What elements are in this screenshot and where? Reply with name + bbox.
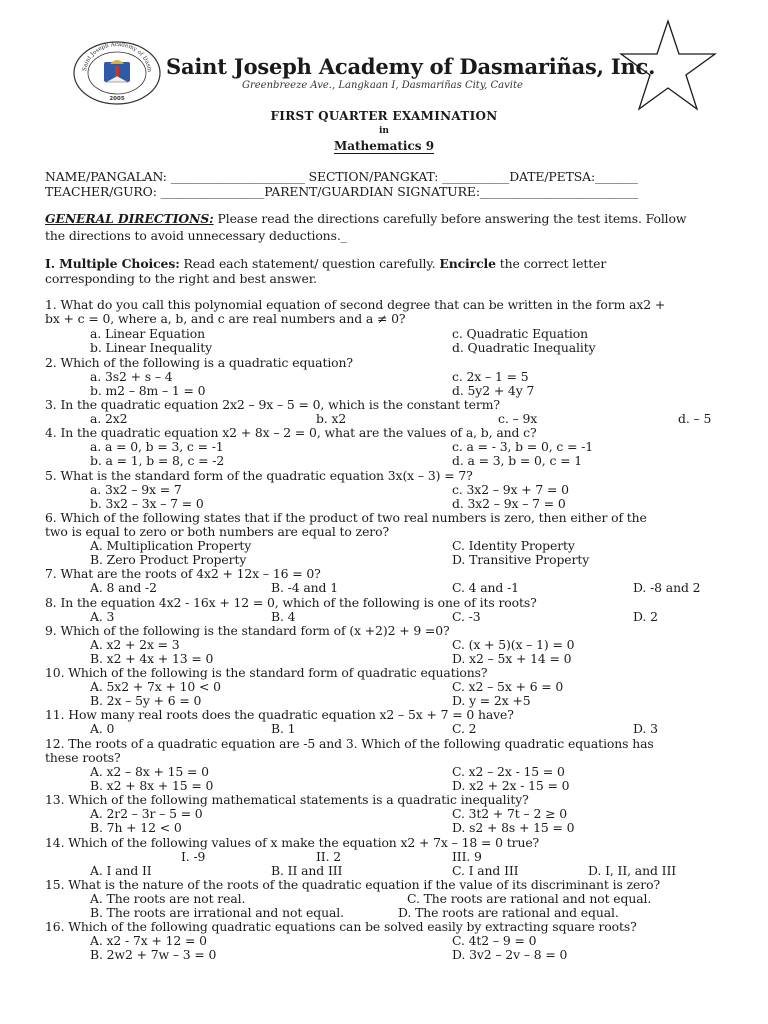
question-text: 4. In the quadratic equation x2 + 8x – 2 = 0, what are the values of a, b, and c?: [45, 425, 537, 440]
answer-choice[interactable]: d. 5y2 + 4y 7: [452, 383, 535, 398]
answer-choice[interactable]: c. Quadratic Equation: [452, 326, 589, 341]
question-text: 13. Which of the following mathematical statements is a quadratic inequality?: [45, 792, 529, 807]
answer-choice[interactable]: A. 0: [90, 721, 115, 736]
answer-choice[interactable]: b. m2 – 8m – 1 = 0: [90, 383, 206, 398]
answer-choice[interactable]: B. 7h + 12 < 0: [90, 820, 182, 835]
answer-choice[interactable]: A. x2 - 7x + 12 = 0: [90, 933, 207, 948]
answer-choice[interactable]: D. The roots are rational and equal.: [398, 905, 619, 920]
question-text: 7. What are the roots of 4x2 + 12x – 16 = 0?: [45, 566, 321, 581]
answer-choice[interactable]: B. II and III: [271, 863, 343, 878]
answer-choice[interactable]: A. 2r2 – 3r – 5 = 0: [90, 806, 203, 821]
answer-choice[interactable]: II. 2: [316, 849, 342, 864]
question-text: 8. In the equation 4x2 - 16x + 12 = 0, which of the following is one of its roots?: [45, 595, 537, 610]
answer-choice[interactable]: b. x2: [316, 411, 347, 426]
answer-choice[interactable]: A. 5x2 + 7x + 10 < 0: [90, 679, 221, 694]
answer-choice[interactable]: d. 3x2 – 9x – 7 = 0: [452, 496, 566, 511]
answer-choice[interactable]: A. The roots are not real.: [90, 891, 246, 906]
answer-choice[interactable]: D. s2 + 8s + 15 = 0: [452, 820, 575, 835]
answer-choice[interactable]: B. 4: [271, 609, 296, 624]
answer-choice[interactable]: D. x2 – 5x + 14 = 0: [452, 651, 572, 666]
school-name: Saint Joseph Academy of Dasmariñas, Inc.: [166, 54, 656, 79]
answer-choice[interactable]: d. a = 3, b = 0, c = 1: [452, 453, 583, 468]
answer-choice[interactable]: b. a = 1, b = 8, c = -2: [90, 453, 225, 468]
answer-choice[interactable]: A. x2 – 8x + 15 = 0: [90, 764, 209, 779]
answer-choice[interactable]: B. 2x – 5y + 6 = 0: [90, 693, 202, 708]
answer-choice[interactable]: A. Multiplication Property: [90, 538, 252, 553]
answer-choice[interactable]: d. Quadratic Inequality: [452, 340, 596, 355]
answer-choice[interactable]: D. Transitive Property: [452, 552, 590, 567]
question-text: 12. The roots of a quadratic equation are -5 and 3. Which of the following quadratic equations has: [45, 736, 654, 751]
exam-in: in: [379, 126, 389, 136]
answer-choice[interactable]: C. (x + 5)(x – 1) = 0: [452, 637, 575, 652]
question-text: 15. What is the nature of the roots of the quadratic equation if the value of its discriminant is zero?: [45, 877, 660, 892]
answer-choice[interactable]: c. – 9x: [498, 411, 538, 426]
question-text: 10. Which of the following is the standard form of quadratic equations?: [45, 665, 488, 680]
answer-choice[interactable]: d. – 5: [678, 411, 712, 426]
question-text: bx + c = 0, where a, b, and c are real numbers and a ≠ 0?: [45, 311, 406, 326]
question-text: 14. Which of the following values of x make the equation x2 + 7x – 18 = 0 true?: [45, 835, 540, 850]
question-text: 11. How many real roots does the quadratic equation x2 – 5x + 7 = 0 have?: [45, 707, 514, 722]
question-text: 5. What is the standard form of the quadratic equation 3x(x – 3) = 7?: [45, 468, 473, 483]
answer-choice[interactable]: D. -8 and 2: [633, 580, 701, 595]
answer-choice[interactable]: D. y = 2x +5: [452, 693, 531, 708]
answer-choice[interactable]: C. 2: [452, 721, 477, 736]
svg-text:2005: 2005: [109, 96, 125, 102]
question-text: 16. Which of the following quadratic equations can be solved easily by extracting square roots?: [45, 919, 637, 934]
answer-choice[interactable]: a. 2x2: [90, 411, 128, 426]
answer-choice[interactable]: a. 3x2 – 9x = 7: [90, 482, 182, 497]
answer-choice[interactable]: III. 9: [452, 849, 482, 864]
name-section-date-field[interactable]: NAME/PANGALAN: ______________________ SECTION/PANGKAT: ___________DATE/PETSA:_______: [45, 169, 638, 184]
answer-choice[interactable]: B. 1: [271, 721, 296, 736]
answer-choice[interactable]: A. x2 + 2x = 3: [90, 637, 180, 652]
answer-choice[interactable]: c. a = - 3, b = 0, c = -1: [452, 439, 594, 454]
answer-choice[interactable]: c. 2x – 1 = 5: [452, 369, 529, 384]
answer-choice[interactable]: b. Linear Inequality: [90, 340, 212, 355]
answer-choice[interactable]: D. 2: [633, 609, 658, 624]
star-icon: [618, 18, 718, 112]
school-seal-logo: [72, 40, 162, 106]
section-one-instructions: I. Multiple Choices: Read each statement/ question carefully. Encircle the correct letter: [45, 256, 607, 271]
answer-choice[interactable]: a. 3s2 + s – 4: [90, 369, 173, 384]
answer-choice[interactable]: D. x2 + 2x - 15 = 0: [452, 778, 570, 793]
answer-choice[interactable]: I. -9: [181, 849, 206, 864]
answer-choice[interactable]: C. x2 – 2x - 15 = 0: [452, 764, 565, 779]
svg-text:Saint Joseph Academy of Dasmar: Saint Joseph Academy of Dasm: [82, 41, 153, 73]
answer-choice[interactable]: C. I and III: [452, 863, 519, 878]
school-address: Greenbreeze Ave., Langkaan I, Dasmariñas City, Cavite: [242, 80, 523, 91]
answer-choice[interactable]: B. The roots are irrational and not equal.: [90, 905, 344, 920]
answer-choice[interactable]: B. x2 + 4x + 13 = 0: [90, 651, 214, 666]
general-directions-cont: the directions to avoid unnecessary deductions._: [45, 228, 347, 243]
question-text: 1. What do you call this polynomial equation of second degree that can be written in the form ax2 +: [45, 297, 666, 312]
question-text: 2. Which of the following is a quadratic equation?: [45, 355, 353, 370]
answer-choice[interactable]: B. Zero Product Property: [90, 552, 247, 567]
question-text: these roots?: [45, 750, 121, 765]
teacher-parent-signature-field[interactable]: TEACHER/GURO: _________________PARENT/GUARDIAN SIGNATURE:__________________________: [45, 184, 639, 199]
answer-choice[interactable]: C. The roots are rational and not equal.: [407, 891, 652, 906]
answer-choice[interactable]: C. 3t2 + 7t – 2 ≥ 0: [452, 806, 567, 821]
answer-choice[interactable]: c. 3x2 – 9x + 7 = 0: [452, 482, 569, 497]
answer-choice[interactable]: a. Linear Equation: [90, 326, 205, 341]
general-directions: GENERAL DIRECTIONS: Please read the directions carefully before answering the test items. Follow: [45, 211, 687, 226]
answer-choice[interactable]: D. I, II, and III: [588, 863, 677, 878]
answer-choice[interactable]: b. 3x2 – 3x – 7 = 0: [90, 496, 204, 511]
answer-choice[interactable]: C. 4t2 – 9 = 0: [452, 933, 537, 948]
question-text: 3. In the quadratic equation 2x2 – 9x – 5 = 0, which is the constant term?: [45, 397, 500, 412]
answer-choice[interactable]: D. 3v2 – 2v – 8 = 0: [452, 947, 568, 962]
section-one-instructions-cont: corresponding to the right and best answer.: [45, 271, 318, 286]
answer-choice[interactable]: D. 3: [633, 721, 658, 736]
answer-choice[interactable]: B. -4 and 1: [271, 580, 339, 595]
answer-choice[interactable]: C. Identity Property: [452, 538, 575, 553]
answer-choice[interactable]: C. -3: [452, 609, 481, 624]
exam-subject: Mathematics 9: [333, 139, 435, 153]
answer-choice[interactable]: a. a = 0, b = 3, c = -1: [90, 439, 224, 454]
answer-choice[interactable]: A. I and II: [90, 863, 152, 878]
answer-choice[interactable]: B. 2w2 + 7w – 3 = 0: [90, 947, 217, 962]
question-text: two is equal to zero or both numbers are equal to zero?: [45, 524, 390, 539]
answer-choice[interactable]: C. x2 – 5x + 6 = 0: [452, 679, 564, 694]
answer-choice[interactable]: A. 3: [90, 609, 115, 624]
question-text: 9. Which of the following is the standard form of (x +2)2 + 9 =0?: [45, 623, 450, 638]
exam-title: FIRST QUARTER EXAMINATION: [270, 109, 498, 123]
answer-choice[interactable]: A. 8 and -2: [90, 580, 157, 595]
answer-choice[interactable]: B. x2 + 8x + 15 = 0: [90, 778, 214, 793]
answer-choice[interactable]: C. 4 and -1: [452, 580, 519, 595]
question-text: 6. Which of the following states that if the product of two real numbers is zero, then either of the: [45, 510, 647, 525]
